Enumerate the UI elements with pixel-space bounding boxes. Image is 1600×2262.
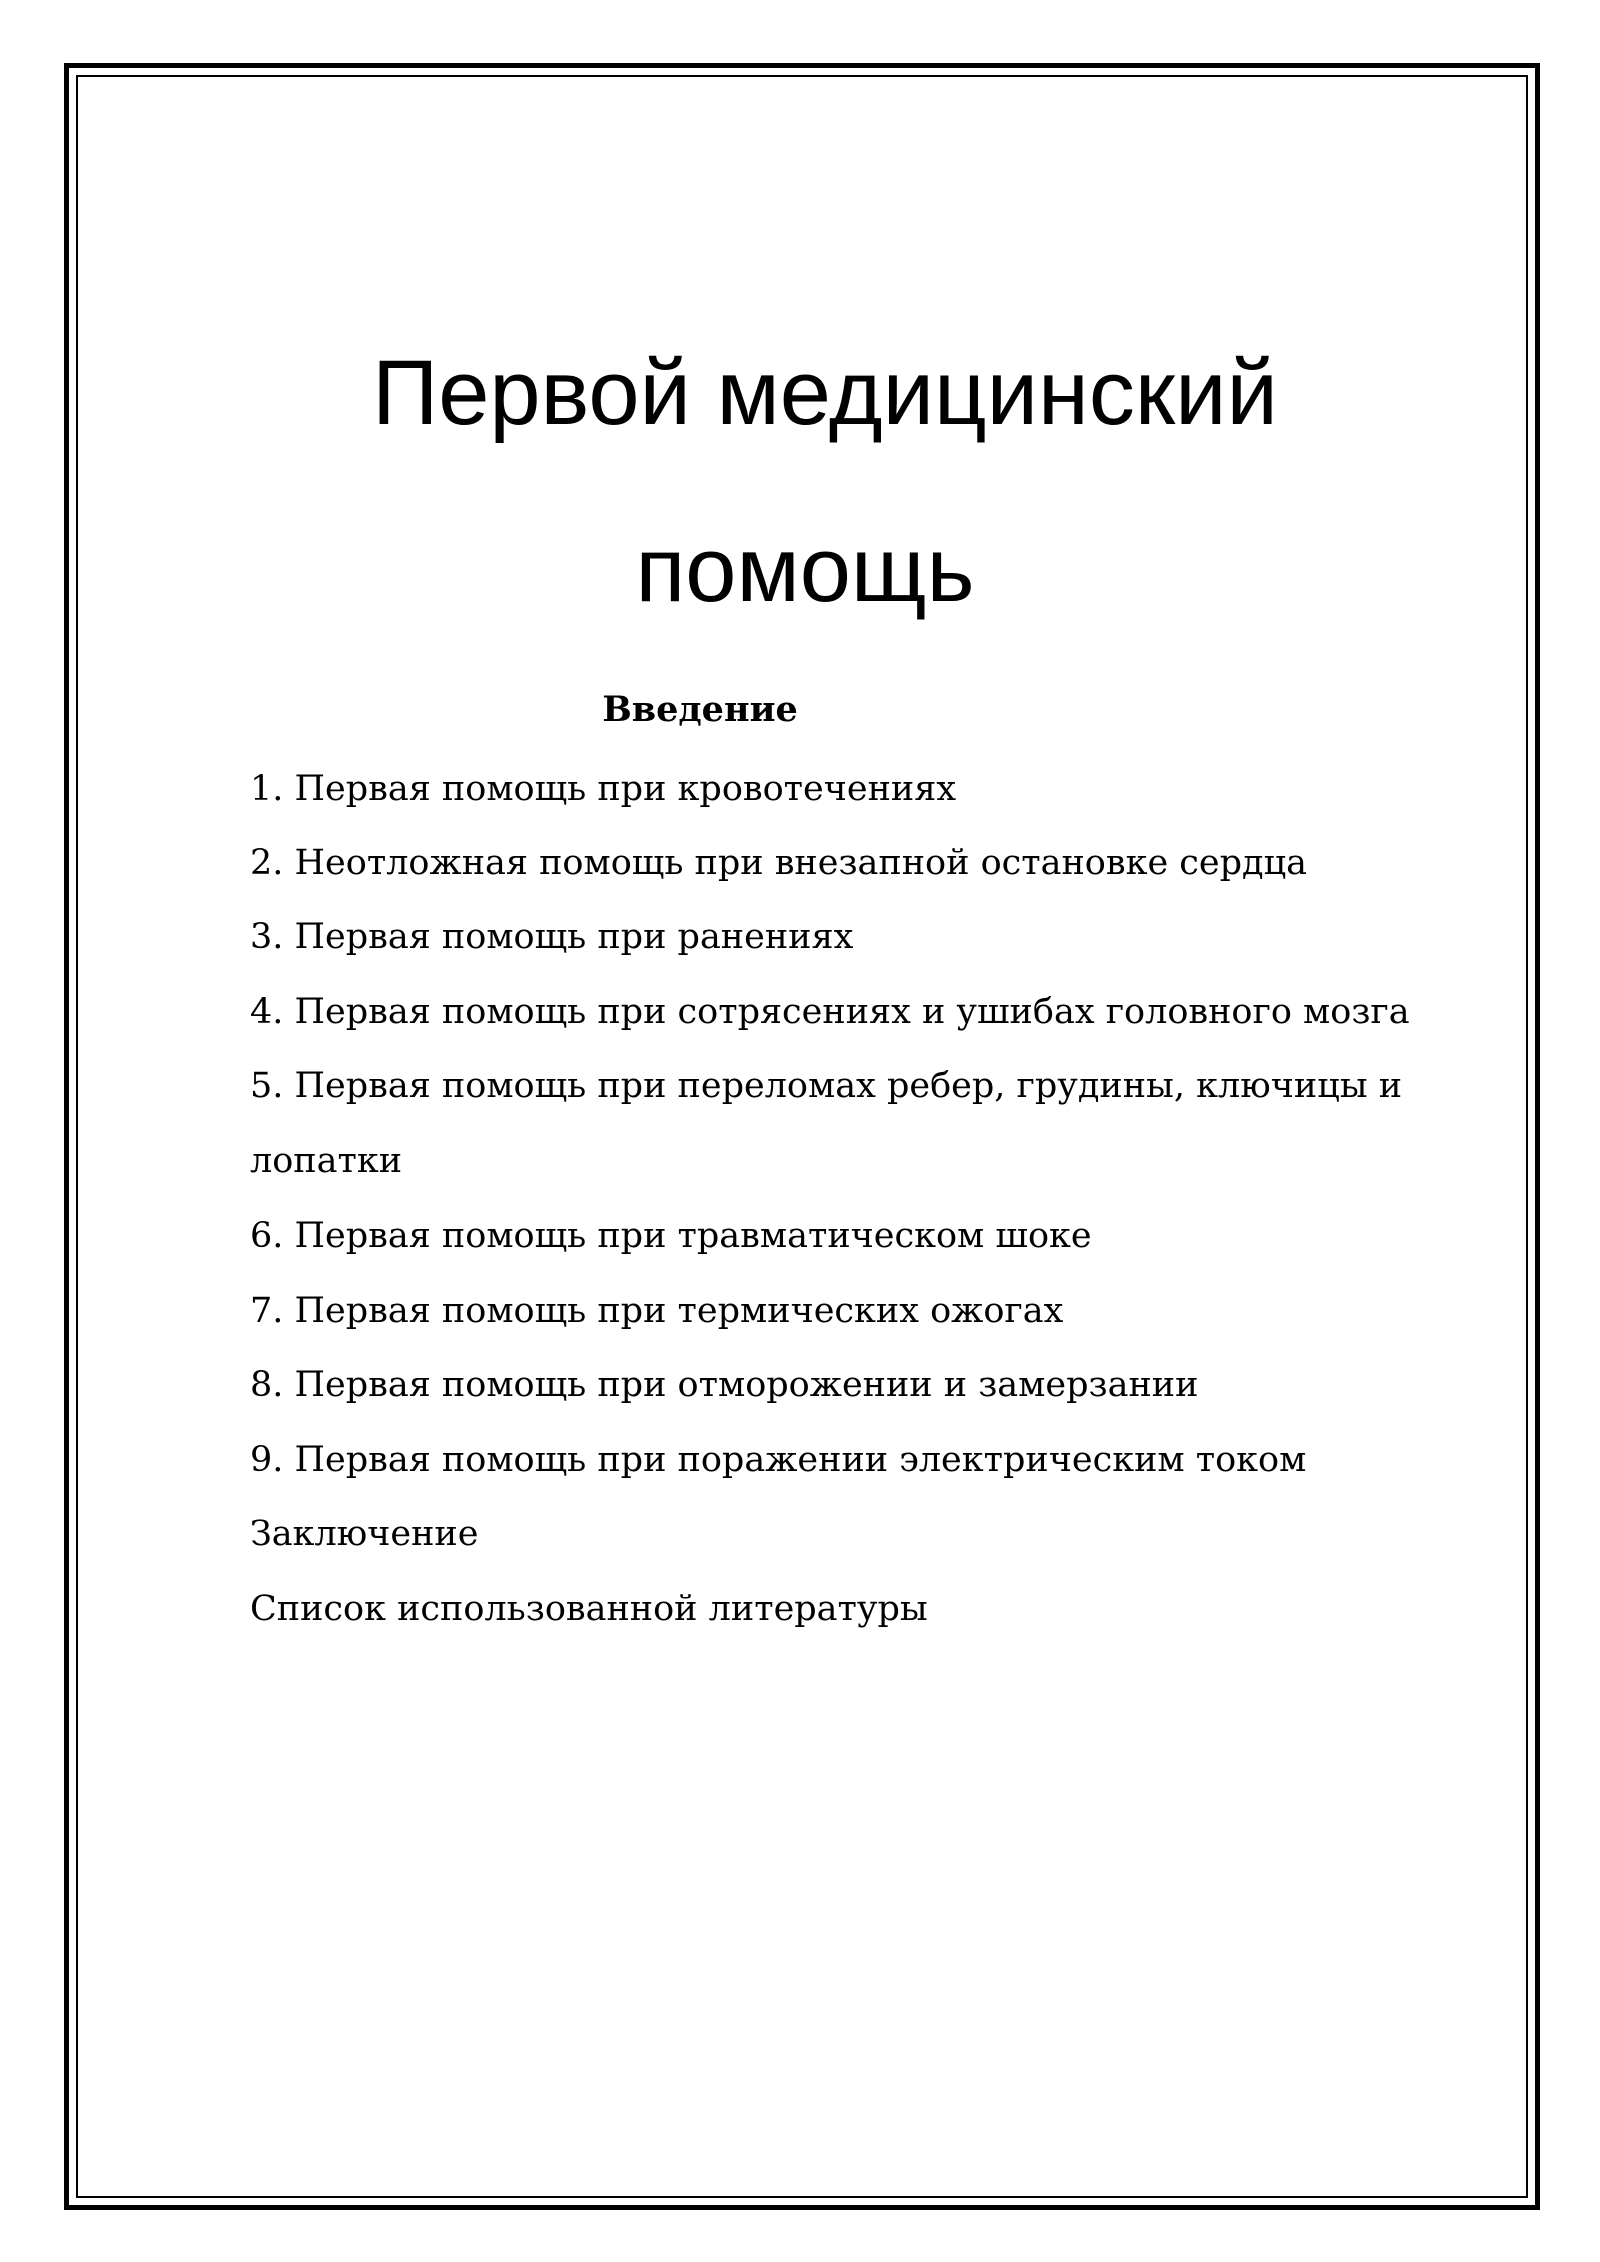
toc-item-7: 7. Первая помощь при термических ожогах	[250, 1291, 1064, 1331]
toc-item-5: 5. Первая помощь при переломах ребер, грудины, ключицы и	[250, 1066, 1403, 1106]
toc-item-3: 3. Первая помощь при ранениях	[250, 917, 854, 957]
toc-item-1: 1. Первая помощь при кровотечениях	[250, 769, 957, 809]
document-title-line-1: Первой медицинский	[372, 342, 1278, 444]
toc-item-conclusion: Заключение	[250, 1514, 479, 1554]
toc-item-9: 9. Первая помощь при поражении электрическим током	[250, 1440, 1307, 1480]
toc-item-4: 4. Первая помощь при сотрясениях и ушибах головного мозга	[250, 992, 1410, 1032]
toc-item-5-continuation: лопатки	[250, 1141, 403, 1181]
document-title-line-2: помощь	[635, 519, 975, 621]
toc-heading: Введение	[602, 689, 798, 730]
toc-item-2: 2. Неотложная помощь при внезапной остановке сердца	[250, 843, 1307, 883]
toc-item-8: 8. Первая помощь при отморожении и замерзании	[250, 1365, 1199, 1405]
toc-item-6: 6. Первая помощь при травматическом шоке	[250, 1216, 1092, 1256]
toc-item-references: Список использованной литературы	[250, 1589, 928, 1629]
